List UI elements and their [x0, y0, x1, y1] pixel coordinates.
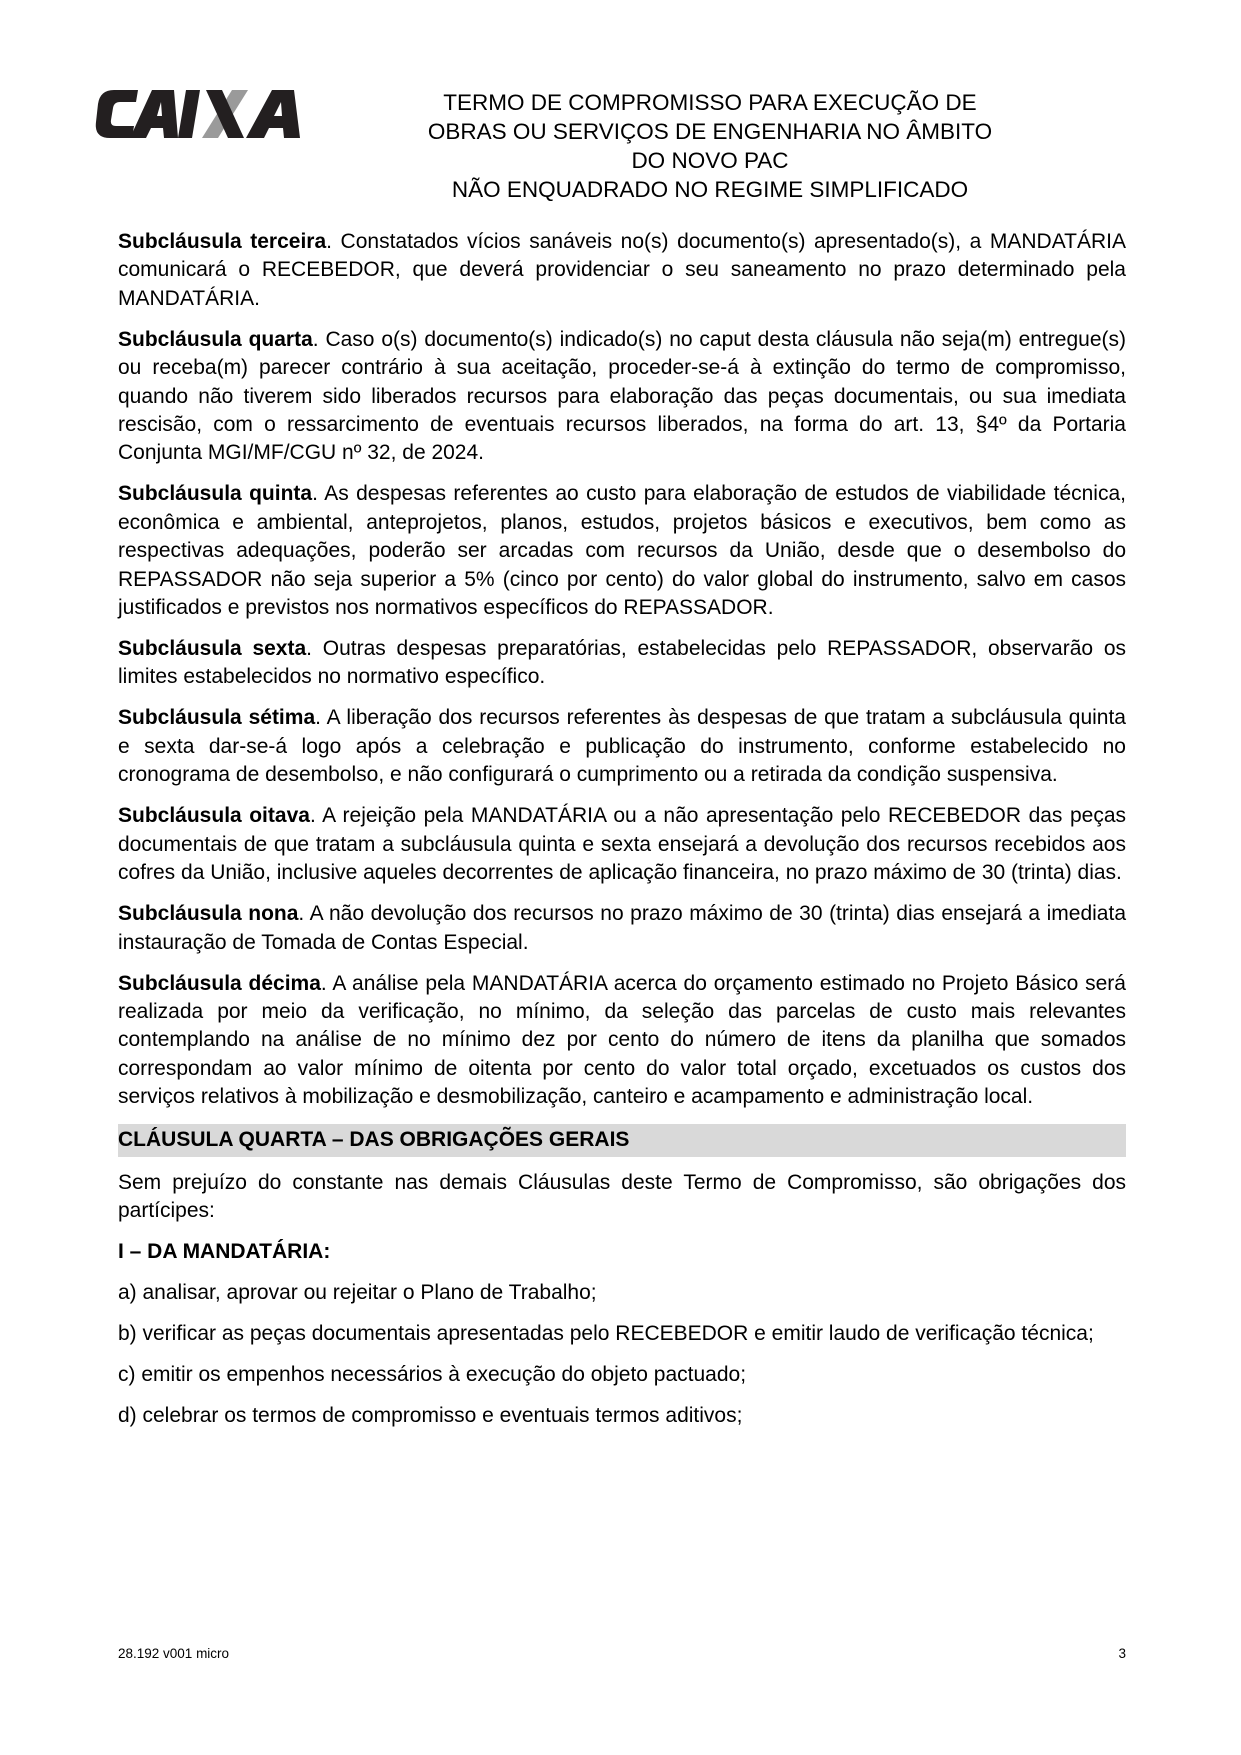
title-line-4: NÃO ENQUADRADO NO REGIME SIMPLIFICADO — [451, 177, 969, 202]
title-line-2: OBRAS OU SERVIÇOS DE ENGENHARIA NO ÂMBITO — [427, 119, 993, 144]
subclause-text: . A liberação dos recursos referentes às despesas de que tratam a subcláusula quinta e sexta dar-se-á logo após a celebração e publicação do instrumento, conforme estabelecido no cronograma de desembolso, e não configurará o cumprimento ou a retirada da condição suspensiva. — [118, 706, 1126, 787]
subclause-decima — [118, 970, 1126, 1112]
subclause-label: Subcláusula sexta — [118, 637, 307, 661]
subclause-label: Subcláusula quarta — [118, 327, 313, 351]
document-code: 28.192 v001 micro — [118, 1646, 230, 1661]
section-heading-mandataria: I – DA MANDATÁRIA: — [118, 1239, 331, 1263]
clause-intro: Sem prejuízo do constante nas demais Cláusulas deste Termo de Compromisso, são obrigações dos partícipes: — [118, 1170, 1126, 1222]
subclause-label: Subcláusula nona — [118, 902, 299, 926]
obligation-item: a) analisar, aprovar ou rejeitar o Plano de Trabalho; — [118, 1280, 597, 1304]
subclause-label: Subcláusula décima — [118, 971, 321, 995]
obligation-item: c) emitir os empenhos necessários à execução do objeto pactuado; — [118, 1362, 747, 1386]
subclause-label: Subcláusula oitava — [118, 804, 310, 828]
subclause-quarta — [118, 326, 1126, 468]
subclause-quinta — [118, 480, 1126, 622]
subclause-label: Subcláusula terceira — [118, 230, 327, 253]
obligation-item: b) verificar as peças documentais apresentadas pelo RECEBEDOR e emitir laudo de verificação técnica; — [118, 1321, 1094, 1345]
title-line-1: TERMO DE COMPROMISSO PARA EXECUÇÃO DE — [443, 90, 977, 115]
page-number: 3 — [1118, 1646, 1126, 1661]
clause-heading: CLÁUSULA QUARTA – DAS OBRIGAÇÕES GERAIS — [118, 1124, 1126, 1156]
document-title — [380, 88, 1040, 204]
subclause-terceira — [118, 228, 1126, 313]
subclause-text: . Constatados vícios sanáveis no(s) documento(s) apresentado(s), a MANDATÁRIA comunicará o RECEBEDOR, que deverá providenciar o seu saneamento no prazo determinado pela MANDATÁRIA. — [118, 230, 1126, 310]
logo-letter-c — [96, 90, 138, 138]
subclause-setima — [118, 704, 1126, 789]
subclause-text: . As despesas referentes ao custo para elaboração de estudos de viabilidade técnica, econômica e ambiental, anteprojetos, planos, estudos, projetos básicos e executivos, bem como as respectivas adequações, poderão ser arcadas com recursos da União, desde que o desembolso do REPASSADOR não seja superior a 5% (cinco por cento) do valor global do instrumento, salvo em casos justificados e previstos nos normativos específicos do REPASSADOR. — [118, 482, 1126, 620]
obligation-item: d) celebrar os termos de compromisso e eventuais termos aditivos; — [118, 1403, 743, 1427]
caixa-logo-mark — [96, 90, 300, 138]
subclause-text: . A não devolução dos recursos no prazo máximo de 30 (trinta) dias ensejará a imediata instauração de Tomada de Contas Especial. — [118, 902, 1127, 954]
page-footer — [118, 1646, 1126, 1661]
subclause-text: . Caso o(s) documento(s) indicado(s) no caput desta cláusula não seja(m) entregue(s) ou receba(m) parecer contrário à sua aceitação, proceder-se-á à extinção do termo de compromisso, quando não tiverem sido liberados recursos para elaboração das peças documentais, ou sua imediata rescisão, com o ressarcimento de eventuais recursos liberados, na forma do art. 13, §4º da Portaria Conjunta MGI/MF/CGU nº 32, de 2024. — [118, 327, 1126, 465]
title-line-3: DO NOVO PAC — [631, 148, 789, 173]
logo-letter-a1 — [130, 90, 178, 138]
document-body — [118, 228, 1126, 1443]
caixa-logo — [94, 88, 306, 140]
logo-letter-a2 — [246, 90, 300, 138]
subclause-text: . Outras despesas preparatórias, estabelecidas pelo REPASSADOR, observarão os limites estabelecidos no normativo específico. — [118, 637, 1126, 689]
subclause-label: Subcláusula sétima — [118, 706, 316, 730]
subclause-text: . A análise pela MANDATÁRIA acerca do orçamento estimado no Projeto Básico será realizada por meio da verificação, no mínimo, da seleção das parcelas de custo mais relevantes contemplando na análise de no mínimo dez por cento do número de itens da planilha que somados correspondam ao valor mínimo de oitenta por cento do valor total orçado, excetuados os custos dos serviços relativos à mobilização e desmobilização, canteiro e acampamento e administração local. — [118, 971, 1126, 1109]
subclause-oitava — [118, 802, 1126, 887]
logo-letter-i — [178, 90, 200, 138]
subclause-nona — [118, 900, 1126, 957]
subclause-sexta — [118, 635, 1126, 692]
subclause-text: . A rejeição pela MANDATÁRIA ou a não apresentação pelo RECEBEDOR das peças documentais de que tratam a subcláusula quinta e sexta ensejará a devolução dos recursos recebidos aos cofres da União, inclusive aqueles decorrentes de aplicação financeira, no prazo máximo de 30 (trinta) dias. — [118, 804, 1127, 885]
subclause-label: Subcláusula quinta — [118, 482, 313, 506]
